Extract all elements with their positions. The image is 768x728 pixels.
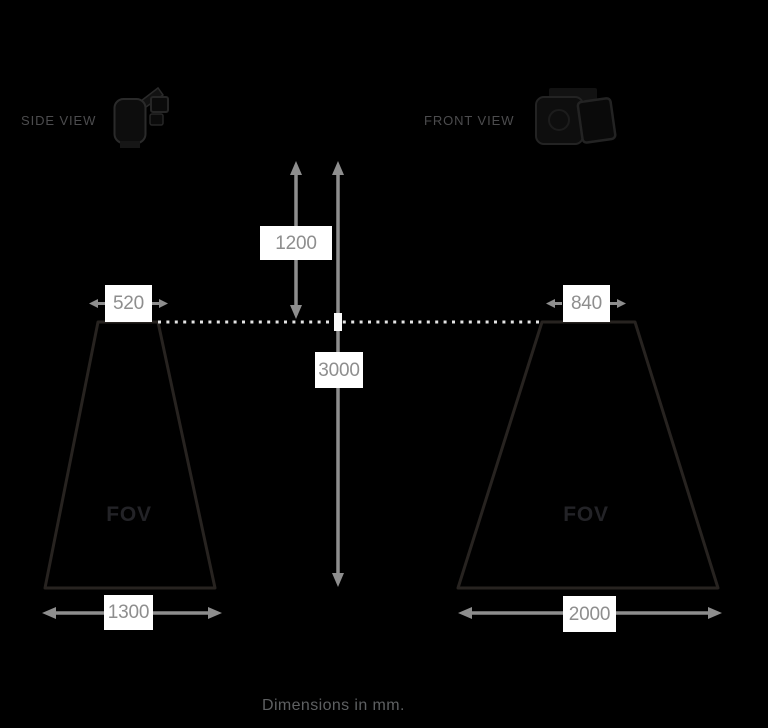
front-view-label: FRONT VIEW xyxy=(424,113,515,128)
side-view-label: SIDE VIEW xyxy=(21,113,97,128)
dim-label-total-height: 3000 xyxy=(315,352,363,388)
side-fov-caption: FOV xyxy=(106,503,152,526)
dimensions-unit-note: Dimensions in mm. xyxy=(262,697,405,714)
dim-label-front-top-width: 840 xyxy=(563,285,610,322)
front-view-camera-icon xyxy=(536,88,616,144)
side-fov-trapezoid xyxy=(45,322,215,588)
dim-label-front-bottom-width: 2000 xyxy=(563,596,616,632)
side-view-camera-icon xyxy=(115,88,169,148)
front-fov-trapezoid xyxy=(458,322,718,588)
reference-line-break-marker xyxy=(334,313,342,331)
dim-label-mount-height: 1200 xyxy=(260,226,332,260)
front-fov-caption: FOV xyxy=(563,503,609,526)
dim-label-side-bottom-width: 1300 xyxy=(104,595,153,630)
dim-label-side-top-width: 520 xyxy=(105,285,152,322)
